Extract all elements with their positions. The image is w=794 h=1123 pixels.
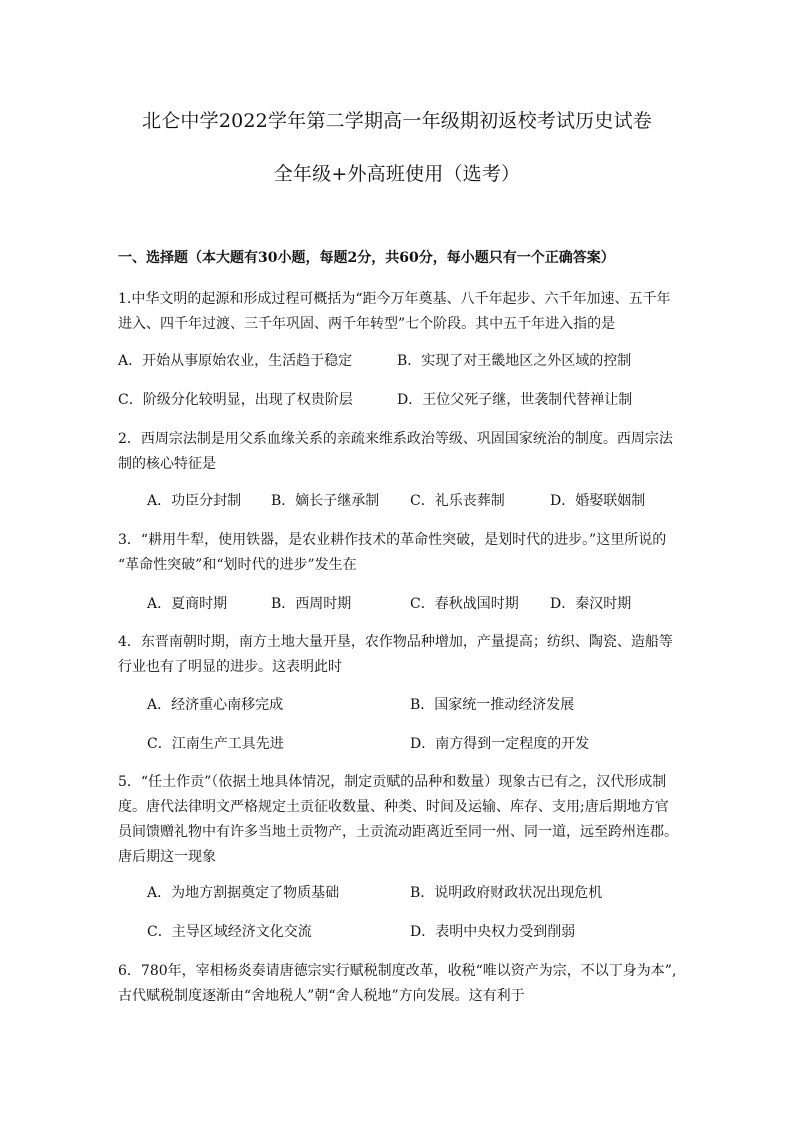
question-4-option-c: C．江南生产工具先进 <box>147 736 284 752</box>
question-1-option-d: D．王位父死子继，世袭制代替禅让制 <box>397 392 633 408</box>
question-3-line-2: “革命性突破”和“划时代的进步”发生在 <box>118 557 357 573</box>
section-heading: 一、选择题（本大题有30小题，每题2分，共60分，每小题只有一个正确答案） <box>118 250 615 266</box>
question-2-option-b: B．嫡长子继承制 <box>271 493 380 509</box>
question-5-line-3: 员间馈赠礼物中有许多当地土贡物产，土贡流动距离近至同一州、同一道，远至跨州连郡。 <box>118 824 678 840</box>
question-2-option-c: C．礼乐丧葬制 <box>410 493 505 509</box>
question-1-line-1: 1.中华文明的起源和形成过程可概括为“距今万年奠基、八千年起步、六千年加速、五千年 <box>118 291 671 307</box>
question-5-option-c: C．主导区域经济文化交流 <box>147 924 312 940</box>
question-4-option-d: D．南方得到一定程度的开发 <box>410 736 590 752</box>
question-4-line-2: 行业也有了明显的进步。这表明此时 <box>118 659 342 675</box>
question-5-option-d: D．表明中央权力受到削弱 <box>410 924 576 940</box>
exam-title: 北仑中学2022学年第二学期高一年级期初返校考试历史试卷 <box>142 110 652 132</box>
question-2-line-2: 制的核心特征是 <box>118 456 216 472</box>
question-2-option-d: D．婚娶联姻制 <box>550 493 646 509</box>
exam-subtitle: 全年级+外高班使用（选考） <box>273 163 521 185</box>
question-1-option-a: A．开始从事原始农业，生活趋于稳定 <box>118 353 353 369</box>
question-3-option-c: C．春秋战国时期 <box>410 596 519 612</box>
question-2-option-a: A．功臣分封制 <box>147 493 242 509</box>
question-3-option-a: A．夏商时期 <box>147 596 228 612</box>
question-1-option-b: B．实现了对王畿地区之外区域的控制 <box>397 353 632 369</box>
question-5-line-1: 5．“任土作贡”（依据土地具体情况，制定贡赋的品种和数量）现象古已有之，汉代形成制 <box>118 774 667 790</box>
question-3-line-1: 3．“耕用牛犁，使用铁器，是农业耕作技术的革命性突破，是划时代的进步。”这里所说的 <box>118 532 667 548</box>
question-1-line-2: 进入、四千年过渡、三千年巩固、两千年转型”七个阶段。其中五千年进入指的是 <box>118 316 616 332</box>
question-1-option-c: C．阶级分化较明显，出现了权贵阶层 <box>118 392 353 408</box>
question-5-option-b: B．说明政府财政状况出现危机 <box>410 885 603 901</box>
question-5-option-a: A．为地方割据奠定了物质基础 <box>147 885 340 901</box>
question-3-option-b: B．西周时期 <box>271 596 352 612</box>
question-5-line-2: 度。唐代法律明文严格规定土贡征收数量、种类、时间及运输、库存、支用;唐后期地方官 <box>118 799 669 815</box>
question-6-line-1: 6．780年，宰相杨炎奏请唐德宗实行赋税制度改革，收税“唯以资产为宗，不以丁身为本”, <box>118 963 677 979</box>
question-2-line-1: 2．西周宗法制是用父系血缘关系的亲疏来维系政治等级、巩固国家统治的制度。西周宗法 <box>118 431 673 447</box>
question-4-line-1: 4．东晋南朝时期，南方土地大量开垦，农作物品种增加，产量提高；纺织、陶瓷、造船等 <box>118 634 673 650</box>
question-5-line-4: 唐后期这一现象 <box>118 849 216 865</box>
question-4-option-a: A．经济重心南移完成 <box>147 697 284 713</box>
question-4-option-b: B．国家统一推动经济发展 <box>410 697 575 713</box>
question-3-option-d: D．秦汉时期 <box>550 596 632 612</box>
question-6-line-2: 古代赋税制度逐渐由“舍地税人”朝“舍人税地”方向发展。这有利于 <box>118 988 525 1004</box>
